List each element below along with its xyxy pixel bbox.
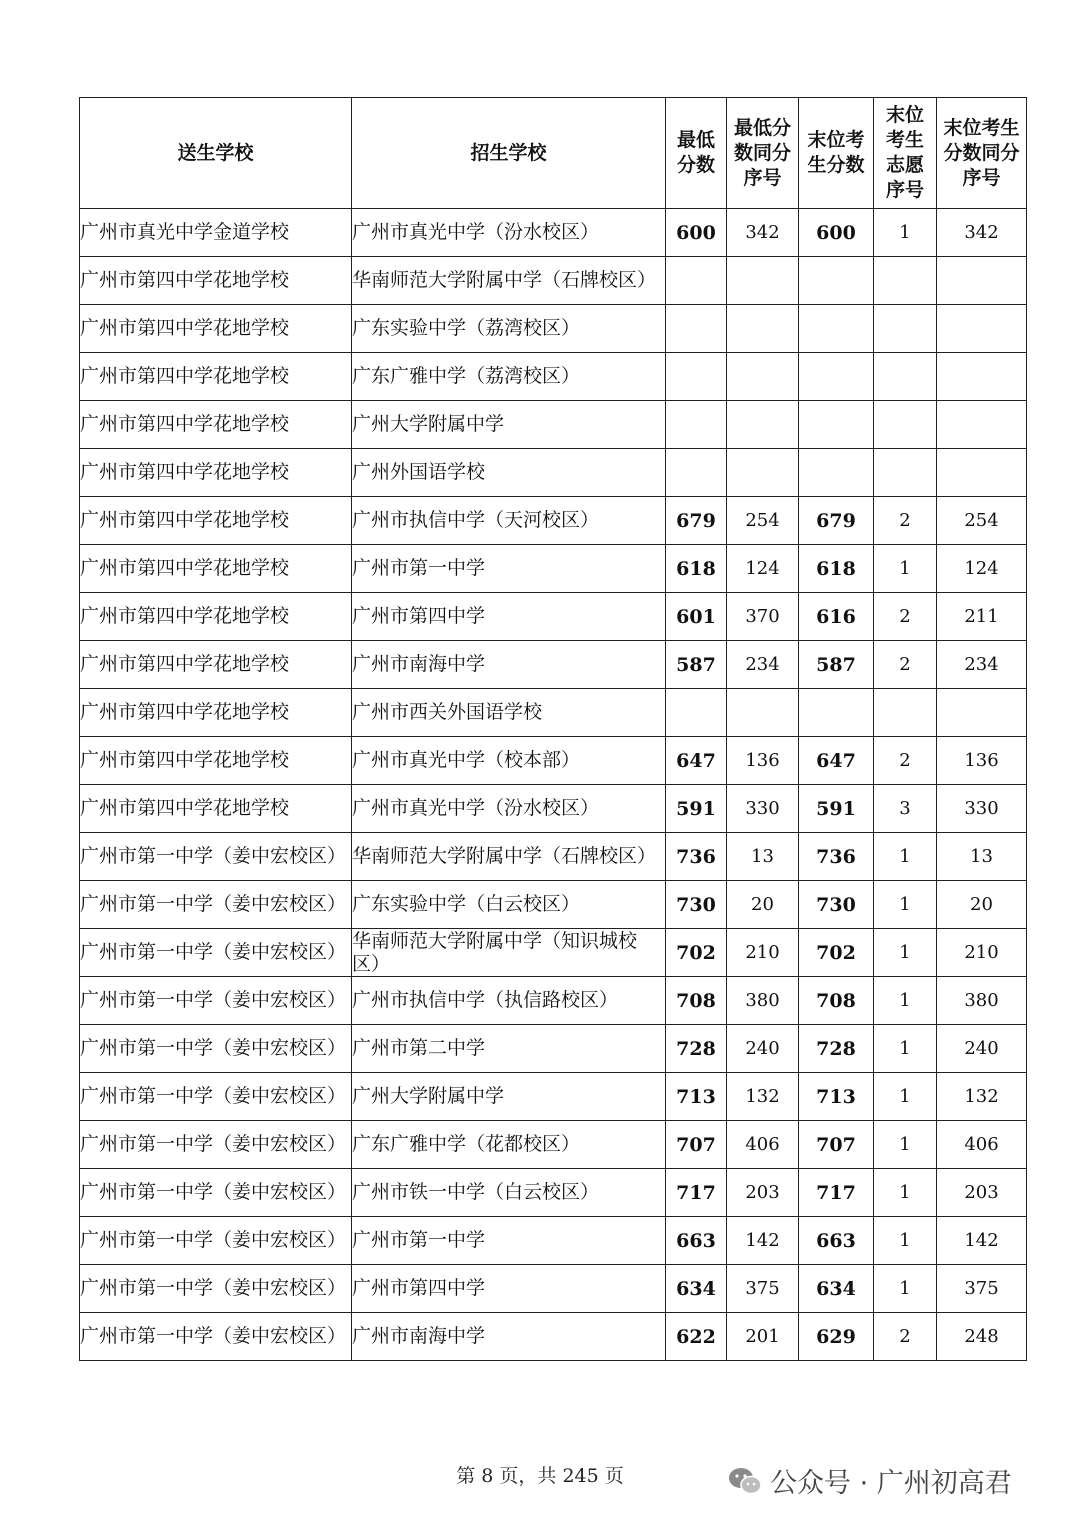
- table-row: [80, 737, 1027, 785]
- receiving-school-cell: 广州大学附属中学: [352, 401, 666, 449]
- min-score-cell: 736: [666, 833, 727, 881]
- last-score-cell: 708: [799, 977, 874, 1025]
- last-score-cell: 679: [799, 497, 874, 545]
- receiving-school-cell: 广州大学附属中学: [352, 1073, 666, 1121]
- last-score-rank-cell: 142: [937, 1217, 1027, 1265]
- table-row: [80, 1313, 1027, 1361]
- sending-school-cell: 广州市第一中学（姜中宏校区）: [80, 833, 352, 881]
- sending-school-cell: 广州市第一中学（姜中宏校区）: [80, 1025, 352, 1073]
- sending-school-cell: 广州市第四中学花地学校: [80, 641, 352, 689]
- table-row: [80, 305, 1027, 353]
- header-last-wish-order: [874, 98, 937, 209]
- last-score-rank-cell: 240: [937, 1025, 1027, 1073]
- wish-order-cell: [874, 257, 937, 305]
- min-score-rank-cell: [727, 449, 799, 497]
- wish-order-cell: [874, 401, 937, 449]
- min-score-cell: 728: [666, 1025, 727, 1073]
- last-score-rank-cell: 248: [937, 1313, 1027, 1361]
- wish-order-cell: [874, 305, 937, 353]
- wish-order-cell: 1: [874, 929, 937, 977]
- last-score-cell: 647: [799, 737, 874, 785]
- min-score-rank-cell: 203: [727, 1169, 799, 1217]
- receiving-school-cell: 广州市第四中学: [352, 1265, 666, 1313]
- sending-school-cell: 广州市第一中学（姜中宏校区）: [80, 977, 352, 1025]
- receiving-school-cell: 广州市真光中学（汾水校区）: [352, 785, 666, 833]
- last-score-rank-cell: 203: [937, 1169, 1027, 1217]
- header-min-score: [666, 98, 727, 209]
- last-score-cell: [799, 353, 874, 401]
- last-score-cell: 728: [799, 1025, 874, 1073]
- last-score-cell: 713: [799, 1073, 874, 1121]
- sending-school-cell: 广州市第一中学（姜中宏校区）: [80, 881, 352, 929]
- receiving-school-cell: 广州外国语学校: [352, 449, 666, 497]
- min-score-cell: 634: [666, 1265, 727, 1313]
- table-row: [80, 833, 1027, 881]
- sending-school-cell: 广州市第一中学（姜中宏校区）: [80, 1169, 352, 1217]
- min-score-rank-cell: 254: [727, 497, 799, 545]
- receiving-school-cell: 广州市第一中学: [352, 545, 666, 593]
- min-score-rank-cell: 13: [727, 833, 799, 881]
- sending-school-cell: 广州市第四中学花地学校: [80, 737, 352, 785]
- wish-order-cell: [874, 689, 937, 737]
- header-last-score: [799, 98, 874, 209]
- header-line: 序号: [962, 166, 1001, 189]
- min-score-rank-cell: [727, 689, 799, 737]
- sending-school-cell: 广州市第四中学花地学校: [80, 401, 352, 449]
- table-row: [80, 1169, 1027, 1217]
- wish-order-cell: [874, 353, 937, 401]
- header-line: 分数同分: [943, 141, 1020, 164]
- receiving-school-cell: 广东广雅中学（荔湾校区）: [352, 353, 666, 401]
- last-score-cell: 629: [799, 1313, 874, 1361]
- min-score-rank-cell: 142: [727, 1217, 799, 1265]
- table-row: [80, 545, 1027, 593]
- sending-school-cell: 广州市第四中学花地学校: [80, 257, 352, 305]
- table-row: [80, 209, 1027, 257]
- min-score-cell: [666, 689, 727, 737]
- receiving-school-cell: 华南师范大学附属中学（石牌校区）: [352, 833, 666, 881]
- min-score-cell: [666, 353, 727, 401]
- min-score-cell: [666, 257, 727, 305]
- wish-order-cell: 2: [874, 737, 937, 785]
- receiving-school-cell: 广州市第一中学: [352, 1217, 666, 1265]
- min-score-cell: 622: [666, 1313, 727, 1361]
- last-score-cell: 587: [799, 641, 874, 689]
- sending-school-cell: 广州市第四中学花地学校: [80, 449, 352, 497]
- last-score-cell: 702: [799, 929, 874, 977]
- table-row: [80, 1217, 1027, 1265]
- wish-order-cell: 3: [874, 785, 937, 833]
- last-score-rank-cell: 20: [937, 881, 1027, 929]
- wish-order-cell: 2: [874, 593, 937, 641]
- wish-order-cell: 1: [874, 1121, 937, 1169]
- wish-order-cell: 1: [874, 1073, 937, 1121]
- last-score-cell: 730: [799, 881, 874, 929]
- min-score-cell: 663: [666, 1217, 727, 1265]
- sending-school-cell: 广州市第一中学（姜中宏校区）: [80, 1121, 352, 1169]
- min-score-cell: 717: [666, 1169, 727, 1217]
- sending-school-cell: 广州市第四中学花地学校: [80, 353, 352, 401]
- min-score-cell: [666, 401, 727, 449]
- min-score-cell: 707: [666, 1121, 727, 1169]
- last-score-rank-cell: 375: [937, 1265, 1027, 1313]
- last-score-rank-cell: 13: [937, 833, 1027, 881]
- receiving-school-cell: 广州市真光中学（校本部）: [352, 737, 666, 785]
- min-score-rank-cell: [727, 257, 799, 305]
- min-score-cell: 702: [666, 929, 727, 977]
- min-score-cell: 708: [666, 977, 727, 1025]
- header-line: 末位考生: [943, 116, 1020, 139]
- receiving-school-cell: 广州市第四中学: [352, 593, 666, 641]
- wish-order-cell: 1: [874, 1265, 937, 1313]
- last-score-cell: 663: [799, 1217, 874, 1265]
- sending-school-cell: 广州市第一中学（姜中宏校区）: [80, 1217, 352, 1265]
- table-row: [80, 641, 1027, 689]
- min-score-cell: 587: [666, 641, 727, 689]
- min-score-rank-cell: 124: [727, 545, 799, 593]
- watermark-text: 公众号 · 广州初高君: [770, 1468, 1012, 1499]
- table-row: [80, 497, 1027, 545]
- receiving-school-cell: 广州市执信中学（天河校区）: [352, 497, 666, 545]
- min-score-rank-cell: 330: [727, 785, 799, 833]
- last-score-cell: 618: [799, 545, 874, 593]
- header-sending-school: 送生学校: [80, 98, 352, 209]
- table-row: [80, 881, 1027, 929]
- last-score-rank-cell: 136: [937, 737, 1027, 785]
- last-score-rank-cell: 210: [937, 929, 1027, 977]
- receiving-school-cell: 广州市真光中学（汾水校区）: [352, 209, 666, 257]
- last-score-cell: 736: [799, 833, 874, 881]
- sending-school-cell: 广州市第一中学（姜中宏校区）: [80, 1265, 352, 1313]
- wish-order-cell: 1: [874, 977, 937, 1025]
- last-score-rank-cell: 124: [937, 545, 1027, 593]
- header-line: 数同分: [733, 141, 791, 164]
- table-row: [80, 257, 1027, 305]
- min-score-rank-cell: [727, 401, 799, 449]
- last-score-rank-cell: 234: [937, 641, 1027, 689]
- min-score-rank-cell: 20: [727, 881, 799, 929]
- header-line: 志愿: [885, 154, 924, 176]
- last-score-rank-cell: 330: [937, 785, 1027, 833]
- min-score-rank-cell: 210: [727, 929, 799, 977]
- receiving-school-cell: 广州市第二中学: [352, 1025, 666, 1073]
- min-score-rank-cell: [727, 305, 799, 353]
- table-row: [80, 449, 1027, 497]
- wish-order-cell: 1: [874, 881, 937, 929]
- header-last-score-rank: [937, 98, 1027, 209]
- last-score-cell: 600: [799, 209, 874, 257]
- table-row: [80, 1073, 1027, 1121]
- table-row: [80, 593, 1027, 641]
- header-line: 序号: [743, 166, 782, 189]
- wish-order-cell: [874, 449, 937, 497]
- min-score-rank-cell: [727, 353, 799, 401]
- header-line: 序号: [885, 179, 924, 201]
- last-score-rank-cell: 342: [937, 209, 1027, 257]
- header-line: 末位: [885, 104, 924, 126]
- receiving-school-cell: 广东实验中学（白云校区）: [352, 881, 666, 929]
- last-score-cell: [799, 689, 874, 737]
- sending-school-cell: 广州市第四中学花地学校: [80, 785, 352, 833]
- last-score-cell: [799, 305, 874, 353]
- last-score-rank-cell: 132: [937, 1073, 1027, 1121]
- receiving-school-cell: 广东广雅中学（花都校区）: [352, 1121, 666, 1169]
- receiving-school-cell: 广东实验中学（荔湾校区）: [352, 305, 666, 353]
- receiving-school-cell: 华南师范大学附属中学（石牌校区）: [352, 257, 666, 305]
- last-score-rank-cell: [937, 305, 1027, 353]
- min-score-cell: 600: [666, 209, 727, 257]
- receiving-school-cell: 广州市南海中学: [352, 641, 666, 689]
- last-score-rank-cell: [937, 401, 1027, 449]
- last-score-cell: [799, 257, 874, 305]
- min-score-cell: 618: [666, 545, 727, 593]
- wechat-icon: [728, 1466, 762, 1496]
- wish-order-cell: 1: [874, 1217, 937, 1265]
- last-score-cell: 634: [799, 1265, 874, 1313]
- min-score-cell: 591: [666, 785, 727, 833]
- table-row: [80, 1265, 1027, 1313]
- last-score-rank-cell: [937, 689, 1027, 737]
- last-score-cell: 591: [799, 785, 874, 833]
- sending-school-cell: 广州市第一中学（姜中宏校区）: [80, 1073, 352, 1121]
- header-line: 生分数: [807, 154, 865, 176]
- sending-school-cell: 广州市第四中学花地学校: [80, 689, 352, 737]
- sending-school-cell: 广州市真光中学金道学校: [80, 209, 352, 257]
- header-line: 最低分: [733, 116, 791, 139]
- header-line: 分数: [676, 154, 715, 176]
- last-score-rank-cell: [937, 449, 1027, 497]
- receiving-school-cell: 华南师范大学附属中学（知识城校区）: [352, 929, 666, 977]
- receiving-school-cell: 广州市铁一中学（白云校区）: [352, 1169, 666, 1217]
- receiving-school-cell: 广州市南海中学: [352, 1313, 666, 1361]
- sending-school-cell: 广州市第一中学（姜中宏校区）: [80, 929, 352, 977]
- header-receiving-school: 招生学校: [352, 98, 666, 209]
- wish-order-cell: 1: [874, 833, 937, 881]
- last-score-rank-cell: 211: [937, 593, 1027, 641]
- last-score-rank-cell: [937, 353, 1027, 401]
- min-score-rank-cell: 136: [727, 737, 799, 785]
- wish-order-cell: 1: [874, 1169, 937, 1217]
- admission-score-table: [79, 97, 1027, 1361]
- min-score-rank-cell: 370: [727, 593, 799, 641]
- table-row: [80, 977, 1027, 1025]
- min-score-rank-cell: 201: [727, 1313, 799, 1361]
- last-score-rank-cell: [937, 257, 1027, 305]
- table-row: [80, 785, 1027, 833]
- min-score-rank-cell: 406: [727, 1121, 799, 1169]
- table-header-row: [80, 98, 1027, 209]
- table-row: [80, 353, 1027, 401]
- wish-order-cell: 2: [874, 497, 937, 545]
- min-score-rank-cell: 375: [727, 1265, 799, 1313]
- header-min-score-rank: [727, 98, 799, 209]
- receiving-school-cell: 广州市西关外国语学校: [352, 689, 666, 737]
- last-score-cell: 616: [799, 593, 874, 641]
- sending-school-cell: 广州市第一中学（姜中宏校区）: [80, 1313, 352, 1361]
- min-score-rank-cell: 240: [727, 1025, 799, 1073]
- wish-order-cell: 1: [874, 209, 937, 257]
- table-row: [80, 689, 1027, 737]
- table-row: [80, 401, 1027, 449]
- header-line: 末位考: [807, 129, 865, 151]
- min-score-cell: 601: [666, 593, 727, 641]
- table-row: [80, 1121, 1027, 1169]
- min-score-cell: 679: [666, 497, 727, 545]
- sending-school-cell: 广州市第四中学花地学校: [80, 593, 352, 641]
- last-score-cell: [799, 449, 874, 497]
- last-score-rank-cell: 380: [937, 977, 1027, 1025]
- min-score-cell: 713: [666, 1073, 727, 1121]
- sending-school-cell: 广州市第四中学花地学校: [80, 305, 352, 353]
- sending-school-cell: 广州市第四中学花地学校: [80, 497, 352, 545]
- min-score-cell: 647: [666, 737, 727, 785]
- min-score-rank-cell: 234: [727, 641, 799, 689]
- wish-order-cell: 2: [874, 641, 937, 689]
- table-row: [80, 1025, 1027, 1073]
- page-number: 第 8 页，共 245 页: [456, 1465, 624, 1487]
- min-score-rank-cell: 342: [727, 209, 799, 257]
- watermark: [728, 1461, 1012, 1500]
- min-score-rank-cell: 132: [727, 1073, 799, 1121]
- receiving-school-cell: 广州市执信中学（执信路校区）: [352, 977, 666, 1025]
- min-score-rank-cell: 380: [727, 977, 799, 1025]
- last-score-rank-cell: 254: [937, 497, 1027, 545]
- last-score-cell: [799, 401, 874, 449]
- min-score-cell: [666, 305, 727, 353]
- table-row: [80, 929, 1027, 977]
- min-score-cell: [666, 449, 727, 497]
- wish-order-cell: 1: [874, 545, 937, 593]
- header-line: 最低: [676, 129, 715, 151]
- wish-order-cell: 2: [874, 1313, 937, 1361]
- header-line: 考生: [885, 129, 924, 151]
- last-score-cell: 707: [799, 1121, 874, 1169]
- min-score-cell: 730: [666, 881, 727, 929]
- sending-school-cell: 广州市第四中学花地学校: [80, 545, 352, 593]
- wish-order-cell: 1: [874, 1025, 937, 1073]
- last-score-cell: 717: [799, 1169, 874, 1217]
- last-score-rank-cell: 406: [937, 1121, 1027, 1169]
